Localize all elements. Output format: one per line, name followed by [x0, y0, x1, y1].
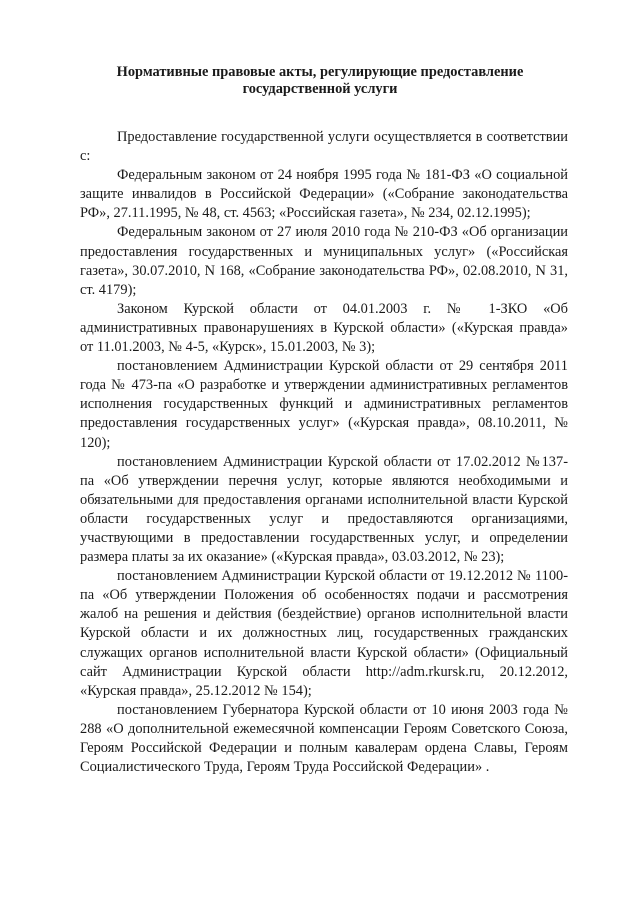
law-181-fz-paragraph: Федеральным законом от 24 ноября 1995 года № 181-ФЗ «О социальной защите инвалидов в Российской Федерации» («Собрание законодательства РФ», 27.11.1995, № 48, ст. 4563; «Российская газета», № 234, 02.12.1995);: [80, 167, 568, 222]
title-line-2: государственной услуги: [242, 81, 398, 97]
resolution-1100-pa-paragraph: постановлением Администрации Курской области от 19.12.2012 № 1100-па «Об утверждении Положения об особенностях подачи и рассмотрения жалоб на решения и действия (бездействие) органов исполнительной власти Курской области и их должностных лиц, государственных гражданских служащих органов исполнительной власти Курской области» (Официальный сайт Администрации Курской области http://adm.rkursk.ru, 20.12.2012, «Курская правда», 25.12.2012 № 154);: [80, 568, 568, 699]
resolution-137-pa-paragraph: постановлением Администрации Курской области от 17.02.2012 №137-па «Об утверждении перечня услуг, которые являются необходимыми и обязательными для предоставления органами исполнительной власти Курской области государственных услуг и предоставляются организациями, участвующими в предоставлении государственных услуг, и определении размера платы за их оказание» («Курская правда», 03.03.2012, № 23);: [80, 453, 568, 566]
law-210-fz-paragraph: Федеральным законом от 27 июля 2010 года № 210-ФЗ «Об организации предоставления государственных и муниципальных услуг» («Российская газета», 30.07.2010, N 168, «Собрание законодательства РФ», 02.08.2010, N 31, ст. 4179);: [80, 224, 568, 298]
resolution-473-pa-paragraph: постановлением Администрации Курской области от 29 сентября 2011 года № 473-па «О разработке и утверждении административных регламентов исполнения государственных функций и административных регламентов предоставления государственных услуг» («Курская правда», 08.10.2011, № 120);: [80, 358, 568, 451]
resolution-288-paragraph: постановлением Губернатора Курской области от 10 июня 2003 года № 288 «О дополнительной ежемесячной компенсации Героям Советского Союза, Героям Российской Федерации и полным кавалерам ордена Славы, Героям Социалистического Труда, Героям Труда Российской Федерации» .: [80, 701, 568, 776]
document-body: [80, 128, 568, 777]
title-line-1: Нормативные правовые акты, регулирующие предоставление: [116, 64, 524, 80]
document-title: [60, 64, 580, 98]
law-1-zko-paragraph: Законом Курской области от 04.01.2003 г. № 1-ЗКО «Об административных правонарушениях в Курской области» («Курская правда» от 11.01.2003, № 4-5, «Курск», 15.01.2003, № 3);: [80, 300, 568, 356]
intro-paragraph: Предоставление государственной услуги осуществляется в соответствии с:: [80, 129, 568, 165]
